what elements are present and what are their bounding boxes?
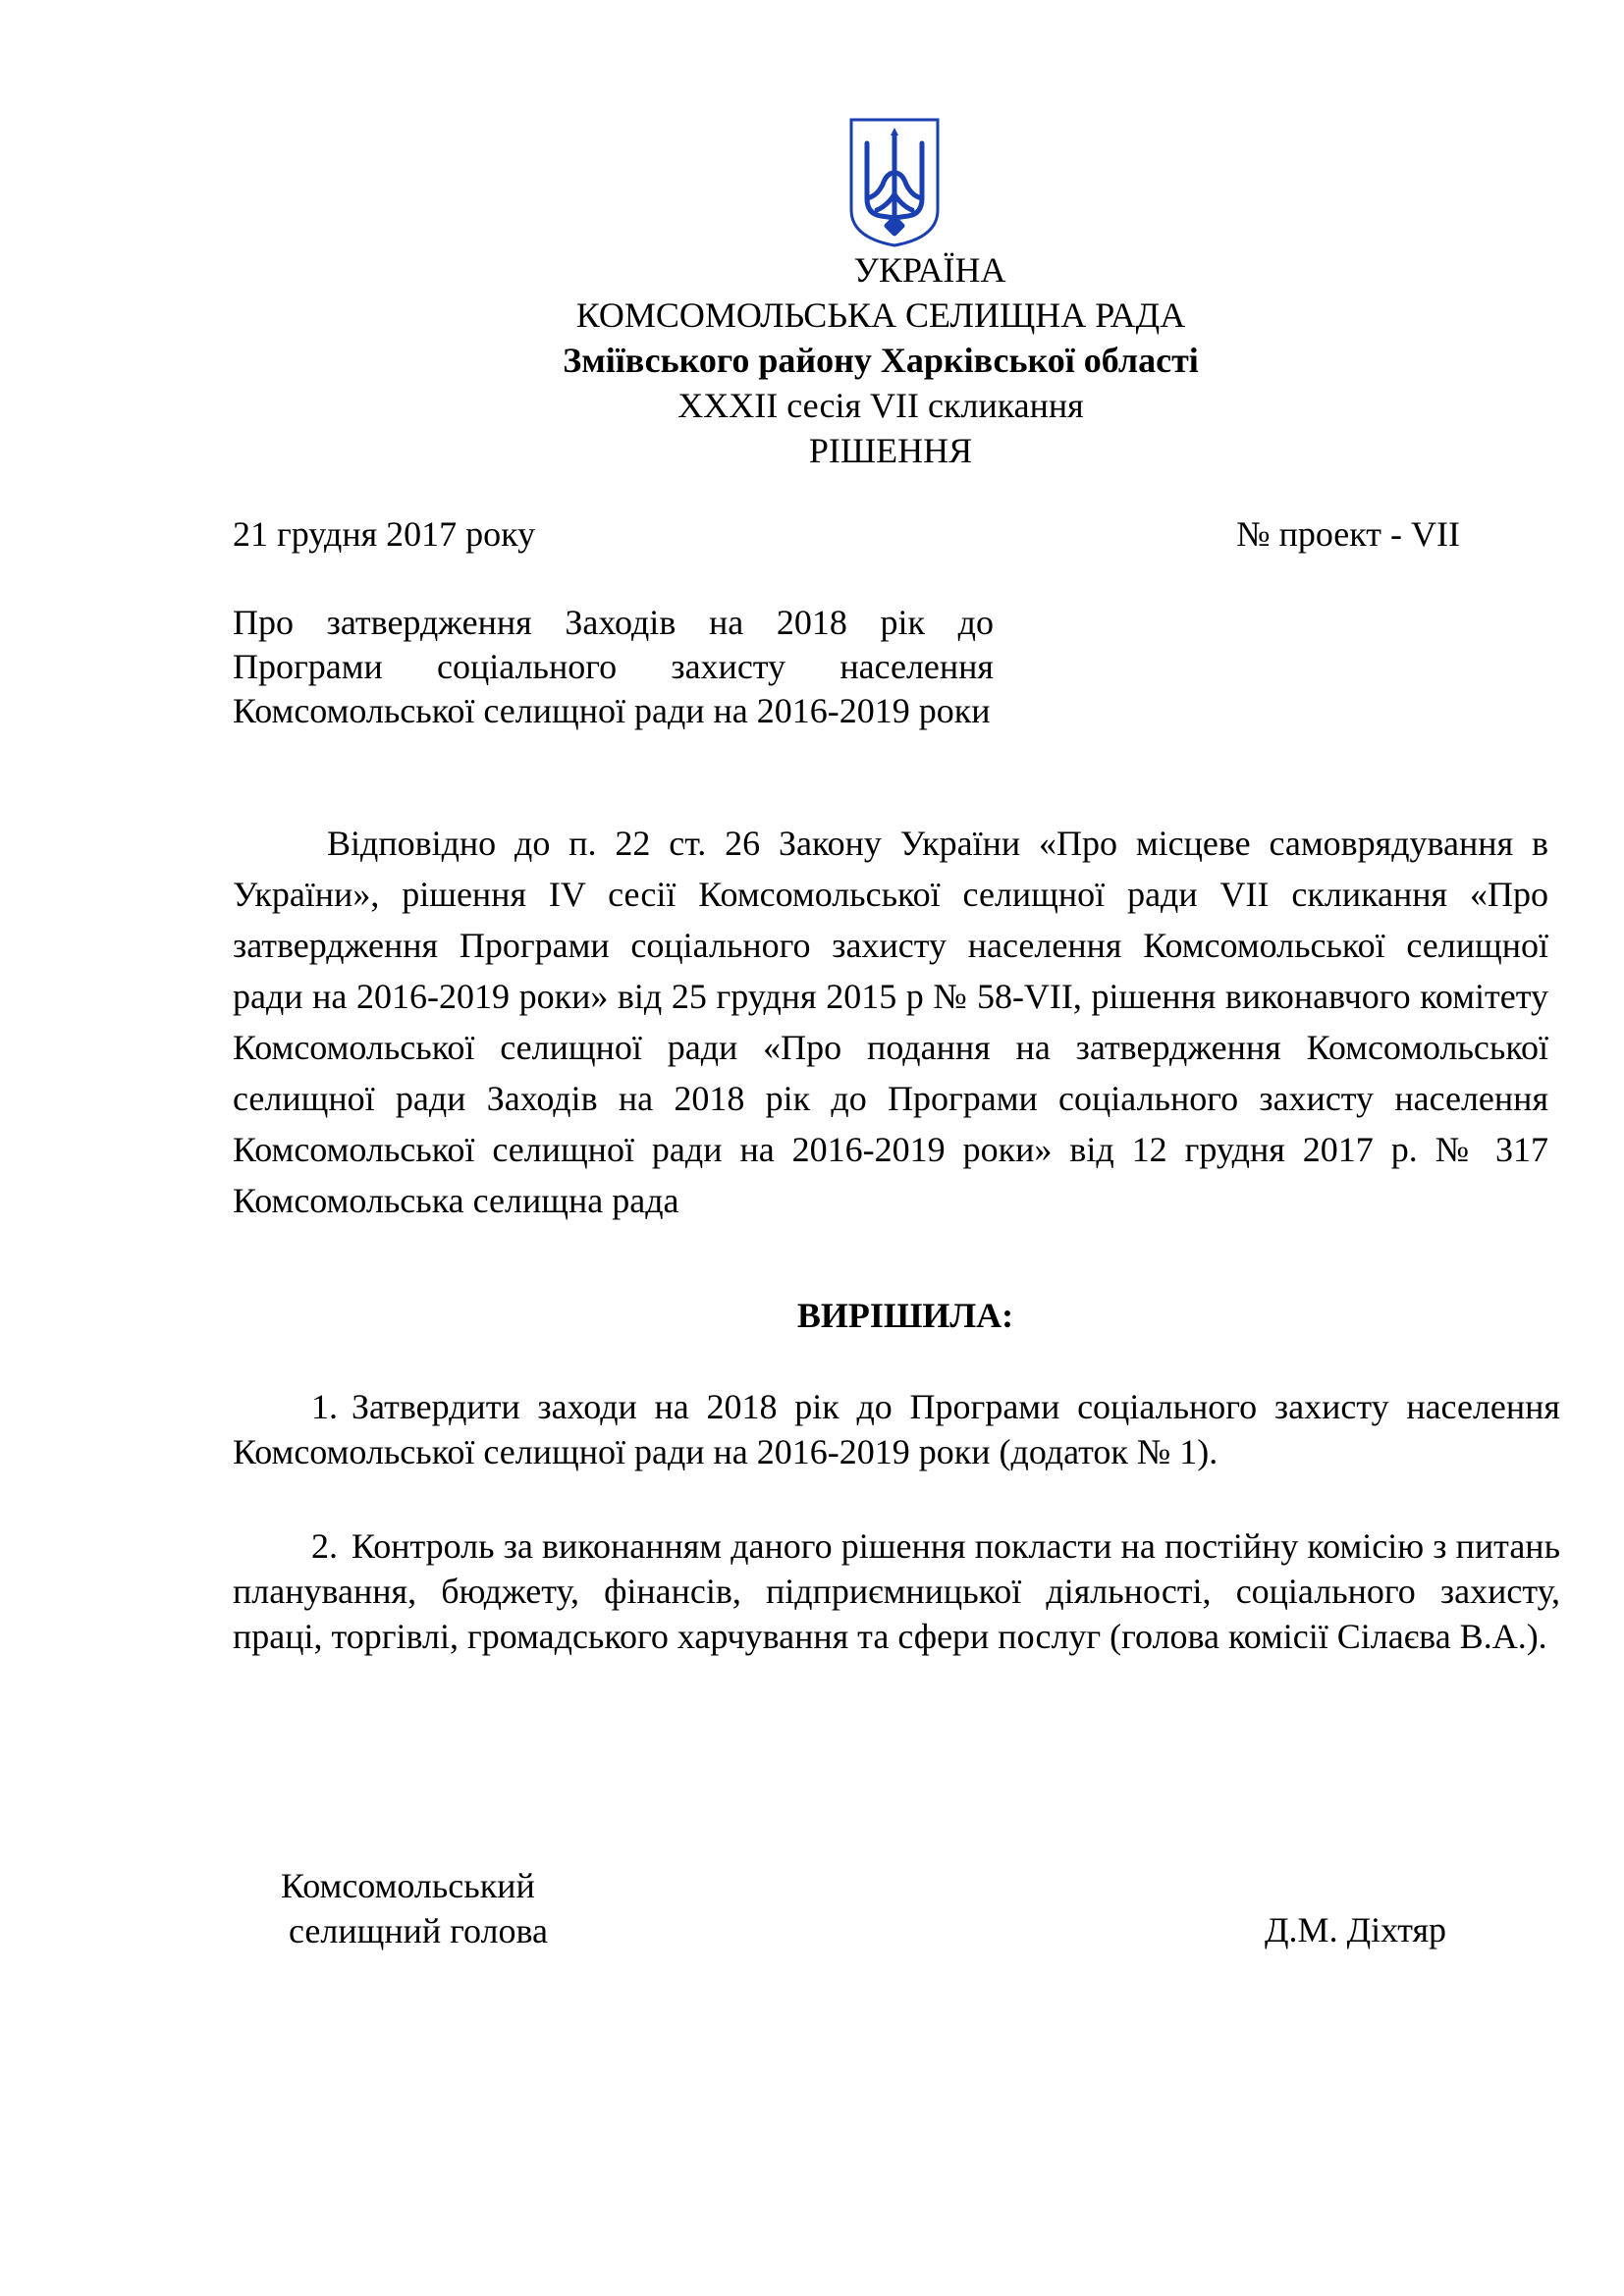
signatory-title-line: селищний голова bbox=[289, 1911, 549, 1950]
decision-item bbox=[233, 1384, 1560, 1474]
decision-heading: РІШЕННЯ bbox=[808, 431, 973, 470]
signatory-title-line: Комсомольський bbox=[281, 1866, 535, 1905]
signatory-title bbox=[281, 1863, 548, 1953]
district-heading: Зміївського району Харківської області bbox=[563, 341, 1199, 380]
item-number: 2. bbox=[311, 1526, 338, 1566]
item-number: 1. bbox=[311, 1387, 338, 1426]
signatory-name: Д.М. Діхтяр bbox=[1265, 1910, 1447, 1949]
country-heading: УКРАЇНА bbox=[853, 250, 1006, 290]
date-number-row bbox=[233, 512, 1460, 558]
decision-item bbox=[233, 1523, 1560, 1659]
preamble-paragraph: Відповідно до п. 22 ст. 26 Закону України «Про місцеве самоврядування в України», рішення IV сесії Комсомольської селищної ради VII скликання «Про затвердження Програми соціального захисту населення Комсомольської селищної ради на 2016-2019 роки» від 25 грудня 2015 р № 58-VII, рішення виконавчого комітету Комсомольської селищної ради «Про подання на затвердження Комсомольської селищної ради Заходів на 2018 рік до Програми соціального захисту населення Комсомольської селищної ради на 2016-2019 роки» від 12 грудня 2017 р. № 317 Комсомольська селищна рада bbox=[233, 824, 1548, 1220]
document-header bbox=[0, 247, 1624, 473]
decision-date: 21 грудня 2017 року bbox=[233, 514, 536, 554]
item-text: Затвердити заходи на 2018 рік до Програми соціального захисту населення Комсомольської селищної ради на 2016-2019 роки (додаток № 1). bbox=[233, 1387, 1560, 1471]
item-text: Контроль за виконанням даного рішення покласти на постійну комісію з питань планування, бюджету, фінансів, підприємницької діяльності, соціального захисту, праці, торгівлі, громадського харчування та сфери послуг (голова комісії Сілаєва В.А.). bbox=[233, 1526, 1560, 1656]
decision-subject: Про затвердження Заходів на 2018 рік до Програми соціального захисту населення Комсомольської селищної ради на 2016-2019 роки bbox=[233, 603, 994, 730]
resolved-heading: ВИРІШИЛА: bbox=[796, 1296, 1014, 1335]
session-heading: XXXII сесія VII скликання bbox=[677, 386, 1084, 425]
decision-number: № проект - VII bbox=[1236, 514, 1460, 554]
tryzub-coat-of-arms-icon bbox=[847, 116, 942, 249]
council-heading: КОМСОМОЛЬСЬКА СЕЛИЩНА РАДА bbox=[575, 295, 1186, 335]
